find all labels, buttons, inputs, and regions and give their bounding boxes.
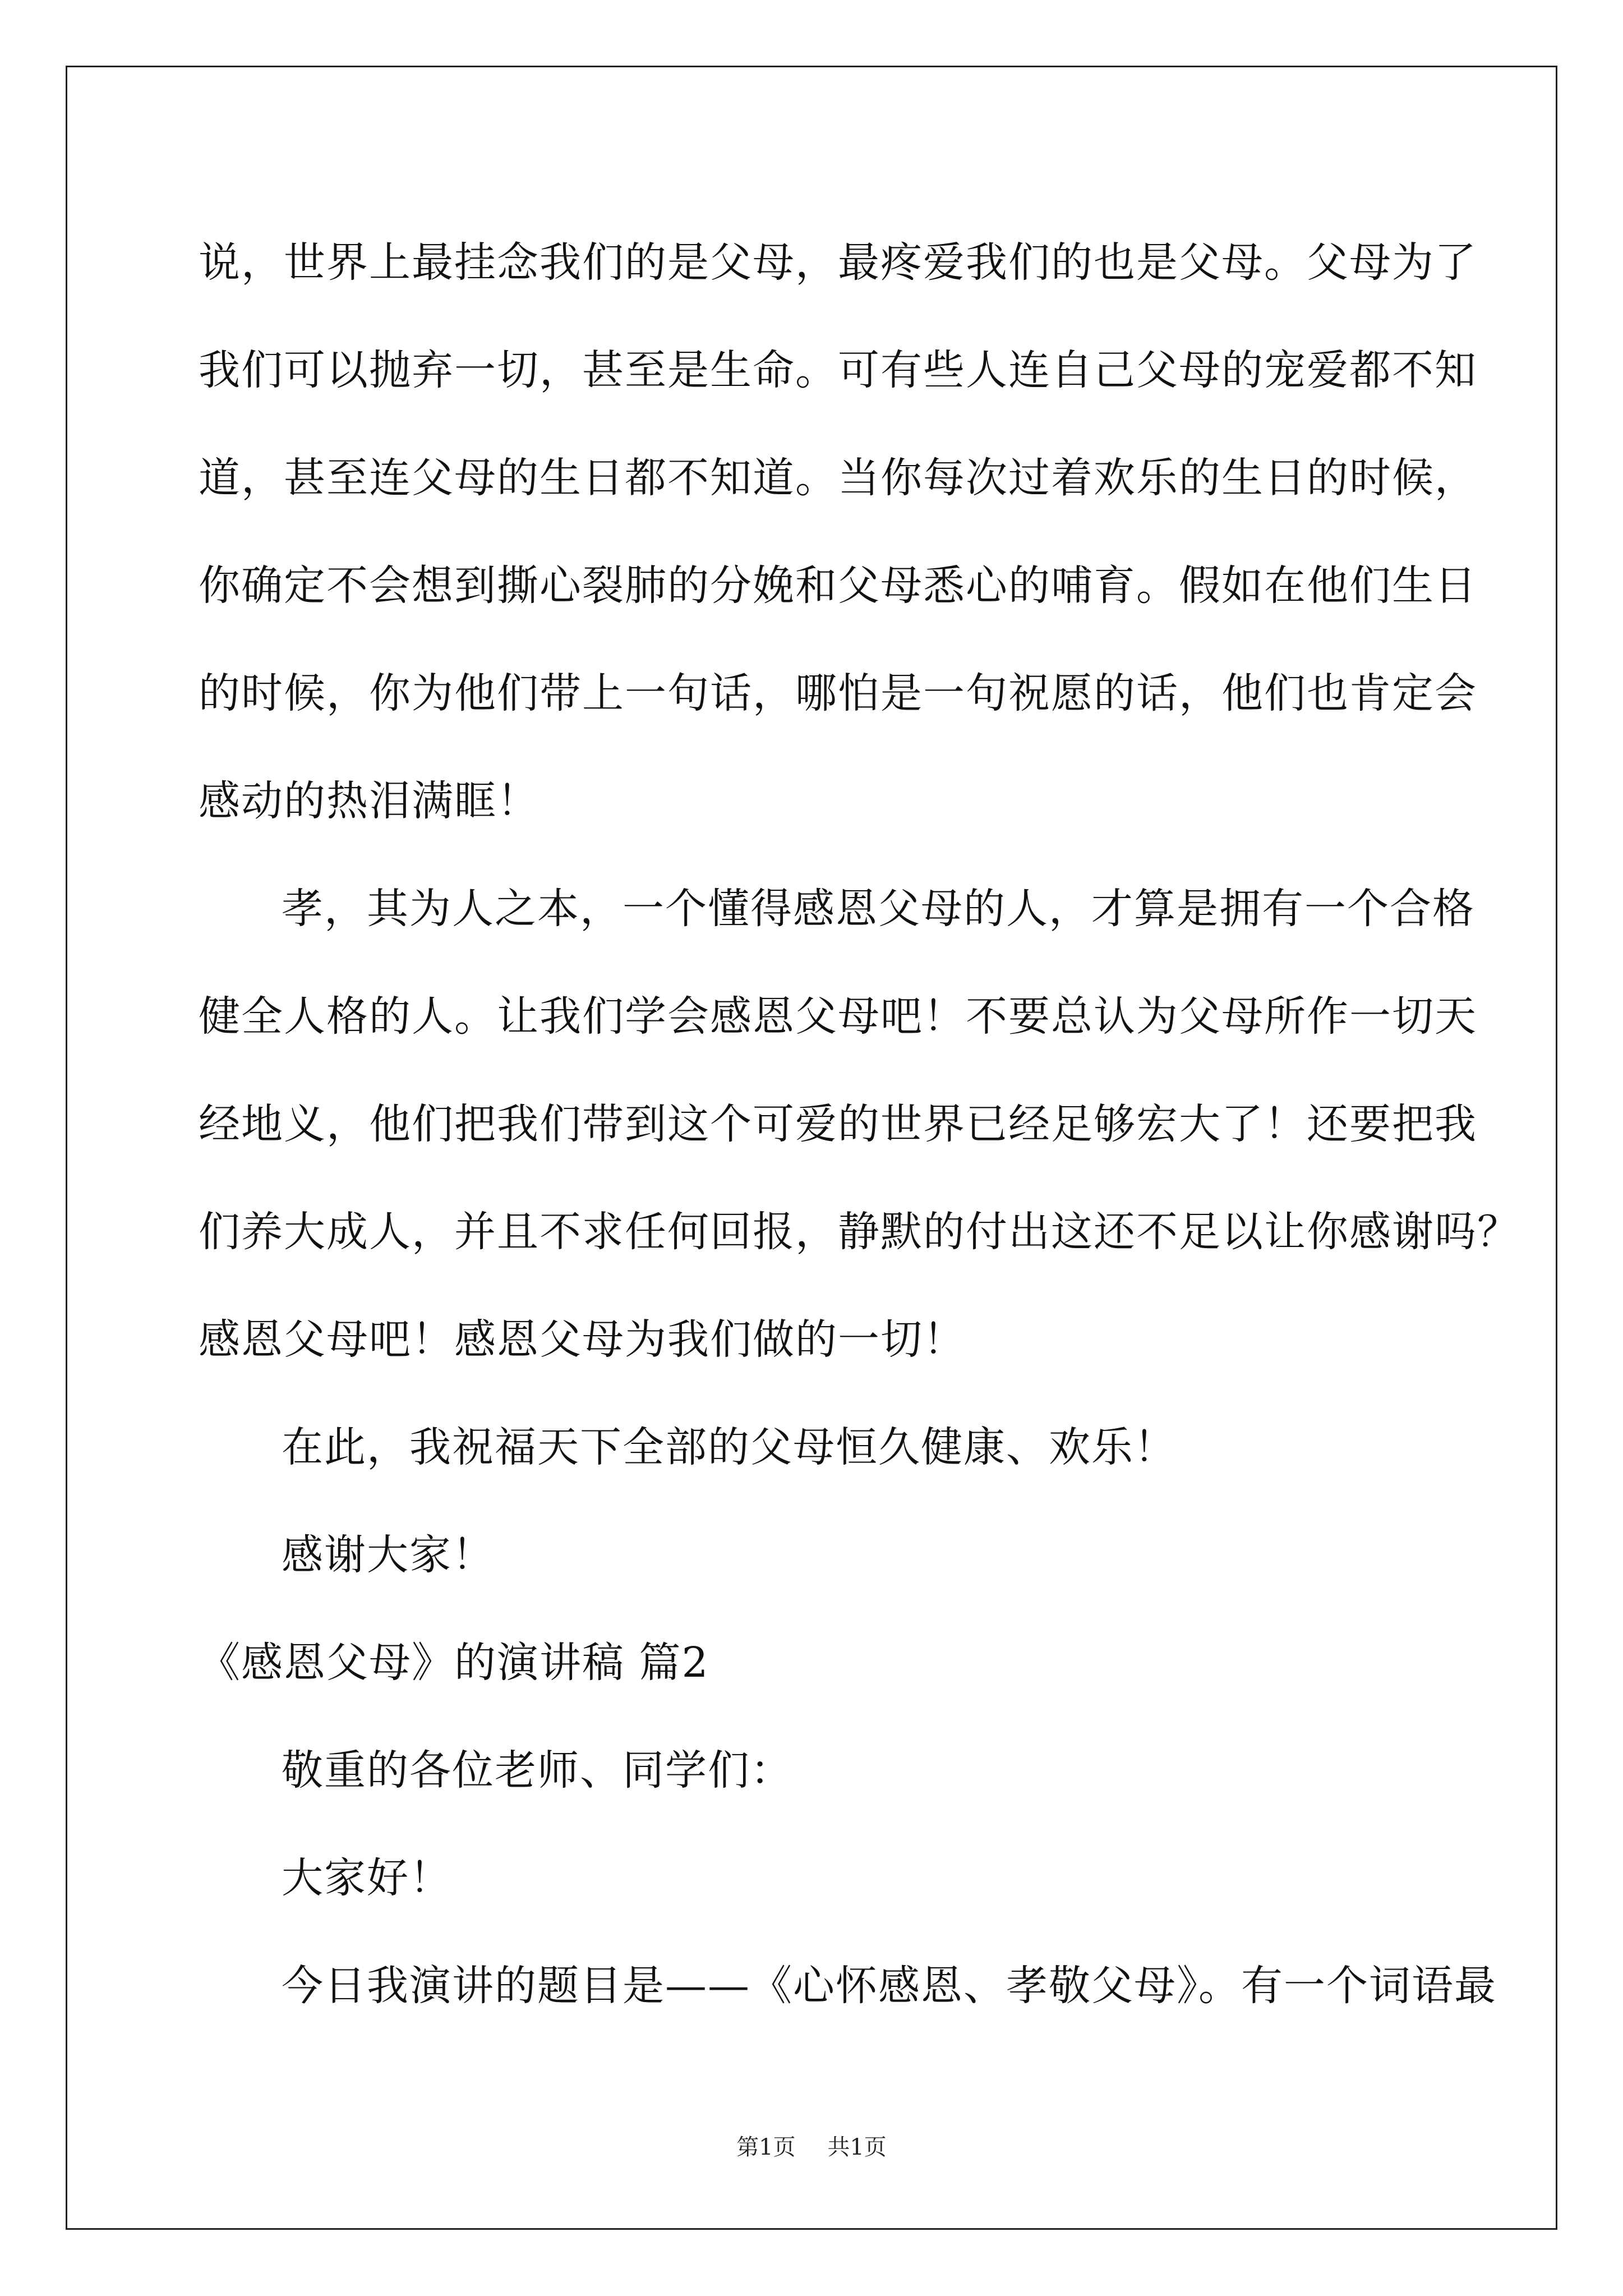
text-line-8: 健全人格的人。让我们学会感恩父母吧！不要总认为父母所作一切天 [199, 992, 1477, 1041]
text-line-15: 敬重的各位老师、同学们： [282, 1746, 793, 1795]
page-number-current: 第1页 [736, 2134, 796, 2160]
text-line-4: 你确定不会想到撕心裂肺的分娩和父母悉心的哺育。假如在他们生日 [199, 562, 1477, 610]
text-line-1: 说，世界上最挂念我们的是父母，最疼爱我们的也是父母。父母为了 [199, 238, 1477, 287]
text-line-12: 在此，我祝福天下全部的父母恒久健康、欢乐！ [282, 1423, 1177, 1471]
text-line-3: 道，甚至连父母的生日都不知道。当你每次过着欢乐的生日的时候， [199, 454, 1477, 502]
section-heading: 《感恩父母》的演讲稿 篇2 [199, 1639, 709, 1687]
text-line-9: 经地义，他们把我们带到这个可爱的世界已经足够宏大了！还要把我 [199, 1100, 1477, 1148]
page-footer [0, 2132, 1623, 2163]
text-line-17: 今日我演讲的题目是——《心怀感恩、孝敬父母》。有一个词语最 [282, 1962, 1497, 2010]
text-line-6: 感动的热泪满眶！ [199, 777, 540, 825]
document-body [199, 209, 1520, 2040]
page-number-total: 共1页 [827, 2134, 887, 2160]
text-line-5: 的时候，你为他们带上一句话，哪怕是一句祝愿的话，他们也肯定会 [199, 669, 1477, 717]
text-line-2: 我们可以抛弃一切，甚至是生命。可有些人连自己父母的宠爱都不知 [199, 346, 1477, 394]
text-line-13: 感谢大家！ [282, 1531, 495, 1579]
text-line-7: 孝，其为人之本，一个懂得感恩父母的人，才算是拥有一个合格 [282, 885, 1475, 933]
text-line-11: 感恩父母吧！感恩父母为我们做的一切！ [199, 1315, 966, 1364]
text-line-10: 们养大成人，并且不求任何回报，静默的付出这还不足以让你感谢吗？ [199, 1208, 1520, 1256]
text-line-16: 大家好！ [282, 1854, 452, 1902]
